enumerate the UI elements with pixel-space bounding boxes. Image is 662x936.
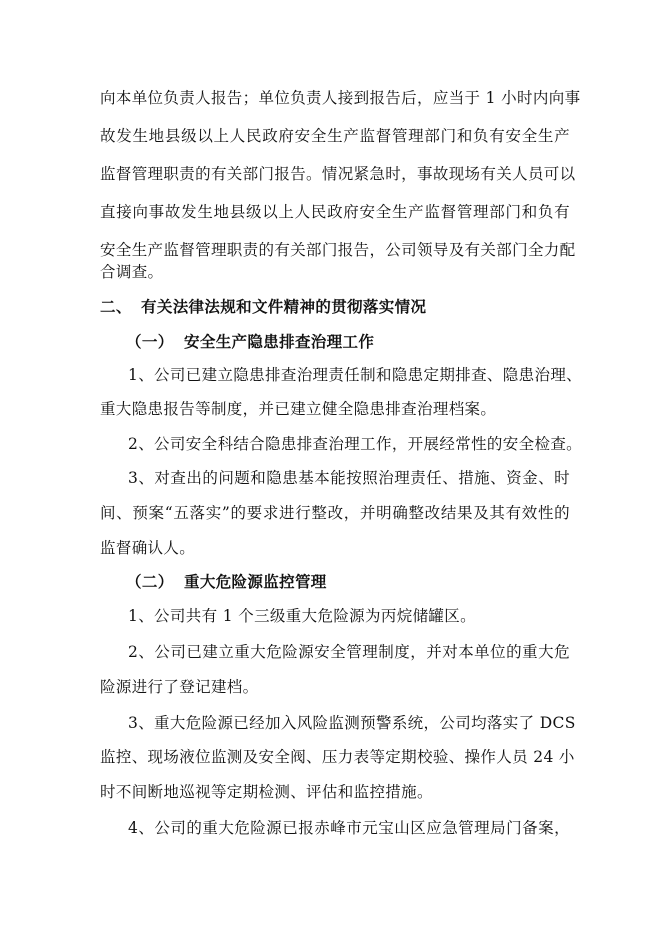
item-line: 险源进行了登记建档。	[100, 678, 259, 696]
subsection-title: 安全生产隐患排查治理工作	[184, 332, 375, 351]
item-line: 监控、现场液位监测及安全阀、压力表等定期校验、操作人员 24 小	[100, 748, 575, 766]
intro-line-4: 直接向事故发生地县级以上人民政府安全生产监督管理部门和负有	[100, 203, 570, 221]
item-line: 监督确认人。	[100, 539, 196, 557]
intro-line-3: 监督管理职责的有关部门报告。情况紧急时，事故现场有关人员可以	[100, 165, 576, 183]
item-line: 2、公司已建立重大危险源安全管理制度，并对本单位的重大危	[128, 643, 570, 661]
section-number: 二、	[100, 297, 132, 316]
subsection-number: （二）	[126, 572, 174, 591]
subsection-title: 重大危险源监控管理	[184, 572, 327, 591]
intro-line-2: 故发生地县级以上人民政府安全生产监督管理部门和负有安全生产	[100, 127, 570, 145]
item-line: 时不间断地巡视等定期检测、评估和监控措施。	[100, 783, 433, 801]
subsection-number: （一）	[126, 332, 174, 351]
section-title: 有关法律法规和文件精神的贯彻落实情况	[141, 297, 427, 316]
intro-line-1: 向本单位负责人报告；单位负责人接到报告后，应当于 1 小时内向事	[100, 89, 581, 107]
item-line: 间、预案“五落实”的要求进行整改，并明确整改结果及其有效性的	[100, 504, 570, 522]
item-line: 1、公司共有 1 个三级重大危险源为丙烷储罐区。	[128, 607, 476, 625]
item-line: 1、公司已建立隐患排查治理责任制和隐患定期排查、隐患治理、	[128, 366, 583, 384]
intro-line-6: 合调查。	[100, 263, 164, 281]
item-line: 3、对查出的问题和隐患基本能按照治理责任、措施、资金、时	[128, 469, 570, 487]
item-line: 4、公司的重大危险源已报赤峰市元宝山区应急管理局门备案，	[128, 819, 570, 837]
item-line: 2、公司安全科结合隐患排查治理工作，开展经常性的安全检查。	[128, 435, 583, 453]
intro-line-5: 安全生产监督管理职责的有关部门报告，公司领导及有关部门全力配	[100, 241, 576, 259]
item-line: 3、重大危险源已经加入风险监测预警系统，公司均落实了 DCS	[128, 714, 576, 732]
item-line: 重大隐患报告等制度，并已建立健全隐患排查治理档案。	[100, 400, 497, 418]
